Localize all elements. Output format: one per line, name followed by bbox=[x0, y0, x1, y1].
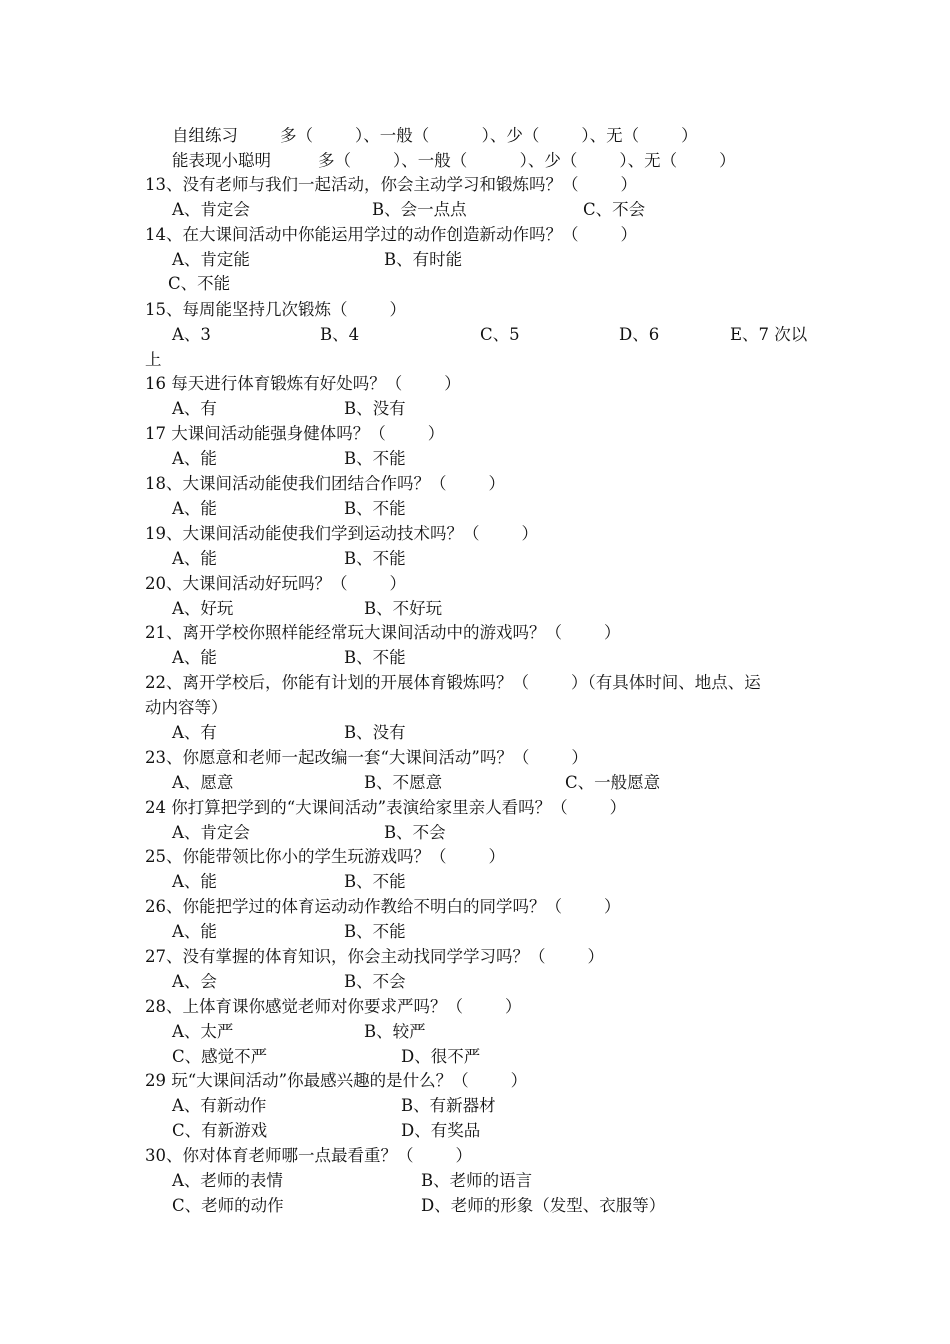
question-19-option-a: A、能 bbox=[172, 549, 217, 568]
question-13-option-a: A、肯定会 bbox=[172, 200, 250, 219]
item-label-cleverness: 能表现小聪明 bbox=[172, 151, 271, 170]
question-21-option-b: B、不能 bbox=[344, 648, 406, 667]
question-15-option-b: B、4 bbox=[320, 325, 360, 344]
question-25-option-b: B、不能 bbox=[344, 872, 406, 891]
question-26: 26、你能把学过的体育运动动作教给不明白的同学吗？（ ） bbox=[145, 897, 621, 916]
question-23-option-a: A、愿意 bbox=[172, 773, 234, 792]
question-24: 24 你打算把学到的“大课间活动”表演给家里亲人看吗？（ ） bbox=[145, 798, 627, 817]
question-16-option-b: B、没有 bbox=[344, 399, 406, 418]
question-21: 21、离开学校你照样能经常玩大课间活动中的游戏吗？（ ） bbox=[145, 623, 621, 642]
question-21-option-a: A、能 bbox=[172, 648, 217, 667]
question-28-option-c: C、感觉不严 bbox=[172, 1047, 268, 1066]
question-15: 15、每周能坚持几次锻炼（ ） bbox=[145, 300, 406, 319]
question-15-option-e-wrap: 上 bbox=[145, 350, 162, 369]
question-30-option-c: C、老师的动作 bbox=[172, 1196, 284, 1215]
question-24-option-a: A、肯定会 bbox=[172, 823, 250, 842]
question-19: 19、大课间活动能使我们学到运动技术吗？（ ） bbox=[145, 524, 538, 543]
question-27-option-a: A、会 bbox=[172, 972, 217, 991]
question-16: 16 每天进行体育锻炼有好处吗？（ ） bbox=[145, 374, 461, 393]
question-28-option-b: B、较严 bbox=[364, 1022, 426, 1041]
question-22-option-a: A、有 bbox=[172, 723, 217, 742]
question-22-option-b: B、没有 bbox=[344, 723, 406, 742]
question-14: 14、在大课间活动中你能运用学过的动作创造新动作吗？（ ） bbox=[145, 225, 637, 244]
question-13-option-b: B、会一点点 bbox=[372, 200, 467, 219]
question-17-option-a: A、能 bbox=[172, 449, 217, 468]
question-17-option-b: B、不能 bbox=[344, 449, 406, 468]
question-15-option-d: D、6 bbox=[619, 325, 660, 344]
question-25-option-a: A、能 bbox=[172, 872, 217, 891]
question-18-option-b: B、不能 bbox=[344, 499, 406, 518]
question-29-option-d: D、有奖品 bbox=[401, 1121, 481, 1140]
question-13: 13、没有老师与我们一起活动，你会主动学习和锻炼吗？（ ） bbox=[145, 175, 637, 194]
question-28-option-a: A、太严 bbox=[172, 1022, 234, 1041]
question-30-option-d: D、老师的形象（发型、衣服等） bbox=[421, 1196, 666, 1215]
question-26-option-a: A、能 bbox=[172, 922, 217, 941]
question-15-option-e: E、7 次以 bbox=[730, 325, 808, 344]
question-28: 28、上体育课你感觉老师对你要求严吗？（ ） bbox=[145, 997, 522, 1016]
question-28-option-d: D、很不严 bbox=[401, 1047, 481, 1066]
question-27: 27、没有掌握的体育知识，你会主动找同学学习吗？（ ） bbox=[145, 947, 604, 966]
question-23-option-b: B、不愿意 bbox=[364, 773, 443, 792]
question-26-option-b: B、不能 bbox=[344, 922, 406, 941]
question-29: 29 玩“大课间活动”你最感兴趣的是什么？（ ） bbox=[145, 1071, 528, 1090]
question-18-option-a: A、能 bbox=[172, 499, 217, 518]
question-17: 17 大课间活动能强身健体吗？（ ） bbox=[145, 424, 445, 443]
question-14-option-a: A、肯定能 bbox=[172, 250, 250, 269]
question-30: 30、你对体育老师哪一点最看重？（ ） bbox=[145, 1146, 472, 1165]
question-15-option-c: C、5 bbox=[480, 325, 520, 344]
question-22: 22、离开学校后，你能有计划的开展体育锻炼吗？（ ）（有具体时间、地点、运 bbox=[145, 673, 761, 692]
question-15-option-a: A、3 bbox=[172, 325, 211, 344]
question-14-option-c: C、不能 bbox=[168, 274, 231, 293]
question-20-option-a: A、好玩 bbox=[172, 599, 234, 618]
question-23: 23、你愿意和老师一起改编一套“大课间活动”吗？（ ） bbox=[145, 748, 588, 767]
question-27-option-b: B、不会 bbox=[344, 972, 406, 991]
question-29-option-c: C、有新游戏 bbox=[172, 1121, 268, 1140]
question-20: 20、大课间活动好玩吗？（ ） bbox=[145, 574, 406, 593]
question-20-option-b: B、不好玩 bbox=[364, 599, 443, 618]
question-24-option-b: B、不会 bbox=[384, 823, 446, 842]
question-13-option-c: C、不会 bbox=[583, 200, 646, 219]
question-16-option-a: A、有 bbox=[172, 399, 217, 418]
question-30-option-a: A、老师的表情 bbox=[172, 1171, 283, 1190]
question-23-option-c: C、一般愿意 bbox=[565, 773, 661, 792]
question-22-continued: 动内容等） bbox=[145, 698, 228, 717]
item-scale-cleverness: 多（ ）、一般（ ）、少（ ）、无（ ） bbox=[318, 151, 736, 170]
item-scale-self-practice: 多（ ）、一般（ ）、少（ ）、无（ ） bbox=[280, 126, 698, 145]
question-30-option-b: B、老师的语言 bbox=[421, 1171, 533, 1190]
question-25: 25、你能带领比你小的学生玩游戏吗？（ ） bbox=[145, 847, 505, 866]
question-29-option-a: A、有新动作 bbox=[172, 1096, 267, 1115]
question-29-option-b: B、有新器材 bbox=[401, 1096, 496, 1115]
question-19-option-b: B、不能 bbox=[344, 549, 406, 568]
question-18: 18、大课间活动能使我们团结合作吗？（ ） bbox=[145, 474, 505, 493]
question-14-option-b: B、有时能 bbox=[384, 250, 463, 269]
item-label-self-practice: 自组练习 bbox=[172, 126, 238, 145]
